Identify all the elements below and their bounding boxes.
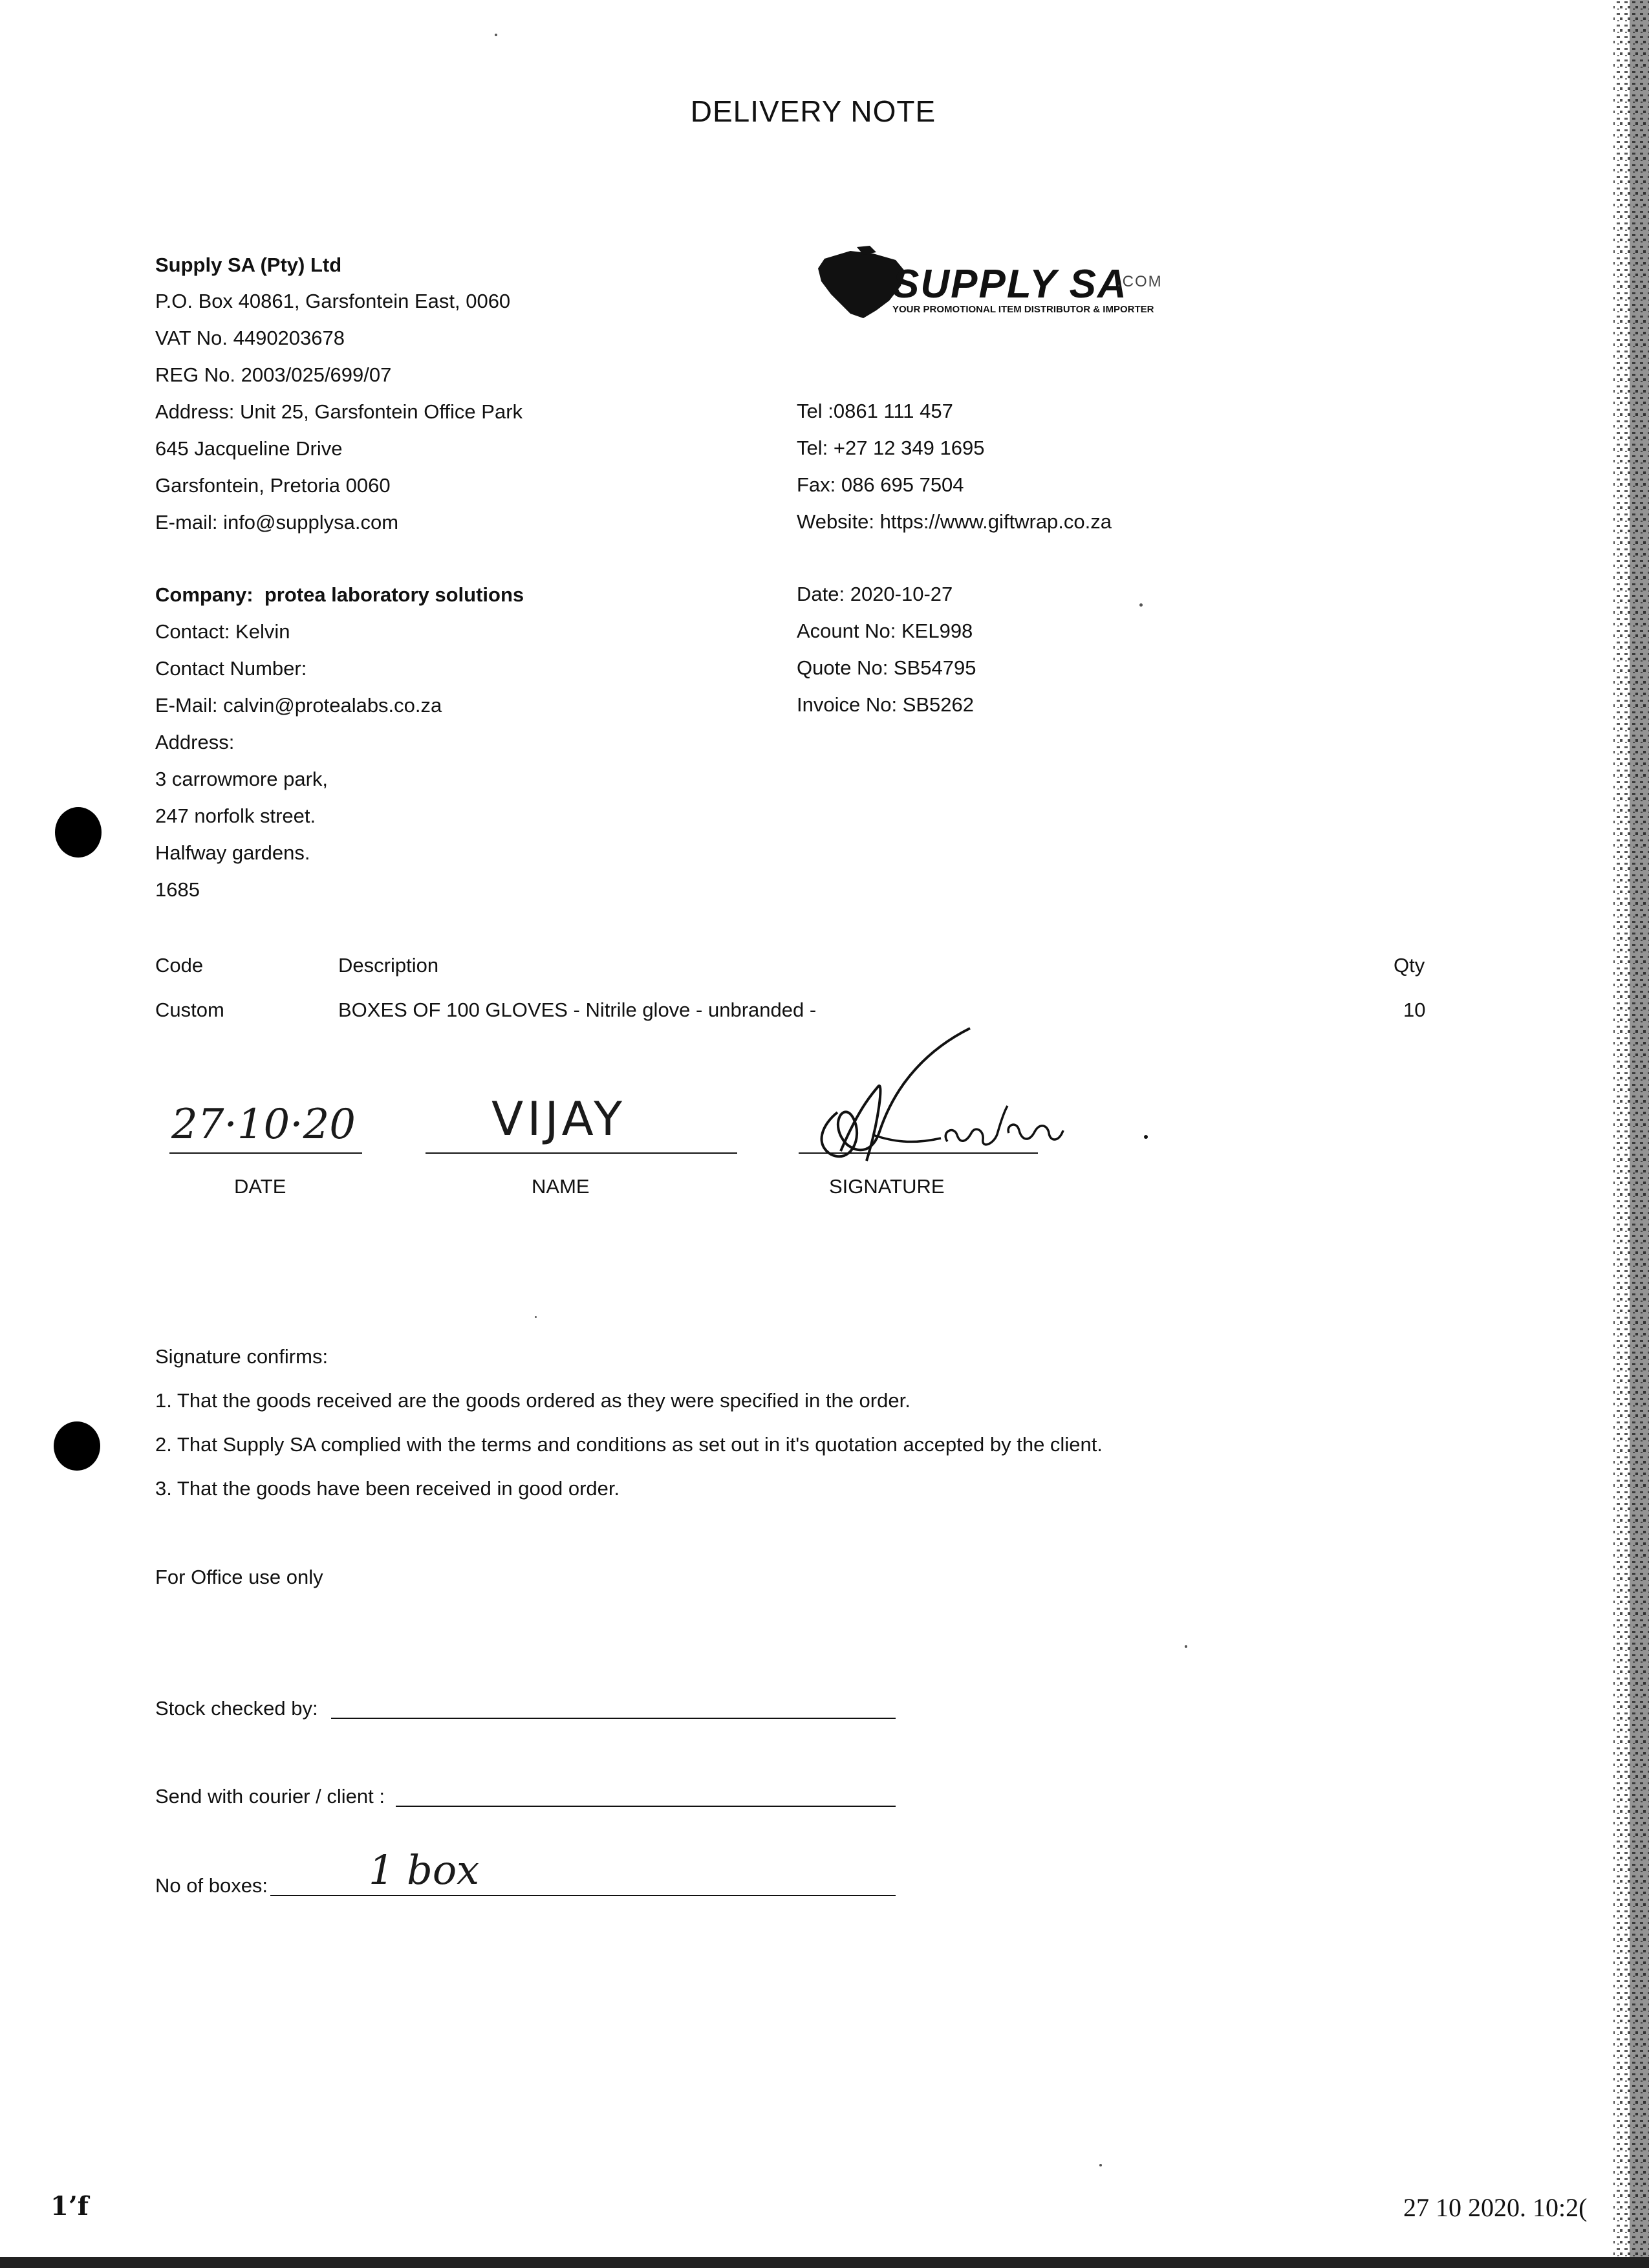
customer-address-line: 247 norfolk street. [155,805,316,827]
quote-number: Quote No: SB54795 [797,656,976,679]
customer-address-line: 1685 [155,878,200,901]
invoice-number: Invoice No: SB5262 [797,693,975,716]
confirmation-heading: Signature confirms: [155,1345,329,1368]
handwritten-name: VIJAY [491,1092,627,1146]
customer-contact-number: Contact Number: [155,657,307,680]
punch-hole-bottom [54,1421,100,1471]
fax-footer-left: 1’f [50,2191,89,2221]
scan-bottom-strip [0,2257,1649,2268]
speck [1139,603,1143,607]
office-heading: For Office use only [155,1566,323,1588]
item-code: Custom [155,999,224,1021]
supplier-name: Supply SA (Pty) Ltd [155,254,342,276]
supplier-address-line3: Garsfontein, Pretoria 0060 [155,474,391,497]
company-label: Company: [155,583,253,606]
customer-company [155,582,524,608]
document-title: DELIVERY NOTE [690,94,936,128]
supplier-fax: Fax: 086 695 7504 [797,473,964,496]
send-with-line [396,1806,896,1807]
signature-label: SIGNATURE [829,1175,945,1198]
logo-tagline: YOUR PROMOTIONAL ITEM DISTRIBUTOR & IMPORTER [892,304,1154,315]
fax-footer-timestamp: 27 10 2020. 10:2( [1403,2193,1588,2222]
supplier-email: E-mail: info@supplysa.com [155,511,399,534]
stock-checked-label: Stock checked by: [155,1697,318,1720]
stock-checked-line [331,1718,896,1719]
items-header-code: Code [155,954,204,977]
send-with-label: Send with courier / client : [155,1785,385,1808]
speck [535,1316,537,1318]
supplier-website: Website: https://www.giftwrap.co.za [797,510,1112,533]
customer-address-label: Address: [155,731,235,753]
items-header-qty: Qty [1394,954,1425,977]
items-header-description: Description [338,954,439,977]
logo-text: SUPPLY SA [892,262,1128,307]
supplier-address-line1: Address: Unit 25, Garsfontein Office Park [155,400,523,423]
customer-contact: Contact: Kelvin [155,620,290,643]
speck [495,34,497,36]
company-name: protea laboratory solutions [264,583,524,606]
handwritten-date: 27·10·20 [171,1101,356,1149]
supplier-po-box: P.O. Box 40861, Garsfontein East, 0060 [155,290,511,312]
customer-email: E-Mail: calvin@protealabs.co.za [155,694,442,717]
scan-edge-noise [1600,0,1649,2268]
customer-address-line: 3 carrowmore park, [155,768,329,790]
confirmation-point: 2. That Supply SA complied with the terms and conditions as set out in it's quotation accepted by the client. [155,1433,1103,1456]
item-qty: 10 [1403,999,1426,1021]
no-of-boxes-label: No of boxes: [155,1874,268,1897]
confirmation-point: 1. That the goods received are the goods ordered as they were specified in the order. [155,1389,911,1412]
item-description: BOXES OF 100 GLOVES - Nitrile glove - unbranded - [338,999,817,1021]
supplier-reg: REG No. 2003/025/699/07 [155,363,392,386]
handwritten-boxes: 1 box [369,1846,480,1894]
confirmation-point: 3. That the goods have been received in good order. [155,1477,620,1500]
account-number: Acount No: KEL998 [797,620,973,642]
logo-suffix: .COM [1117,273,1163,290]
name-label: NAME [532,1175,590,1198]
supplier-vat: VAT No. 4490203678 [155,327,345,349]
supplier-address-line2: 645 Jacqueline Drive [155,437,343,460]
name-line [426,1152,737,1154]
supplier-tel2: Tel: +27 12 349 1695 [797,437,985,459]
customer-address-line: Halfway gardens. [155,841,310,864]
speck [1099,2164,1102,2166]
punch-hole-top [55,807,102,858]
doc-date: Date: 2020-10-27 [797,583,953,605]
supply-sa-logo [812,246,1187,323]
date-line [169,1152,362,1154]
no-of-boxes-line [270,1895,896,1896]
speck [1185,1645,1187,1648]
date-label: DATE [234,1175,286,1198]
handwritten-signature [802,1022,1164,1177]
supplier-tel1: Tel :0861 111 457 [797,400,953,422]
